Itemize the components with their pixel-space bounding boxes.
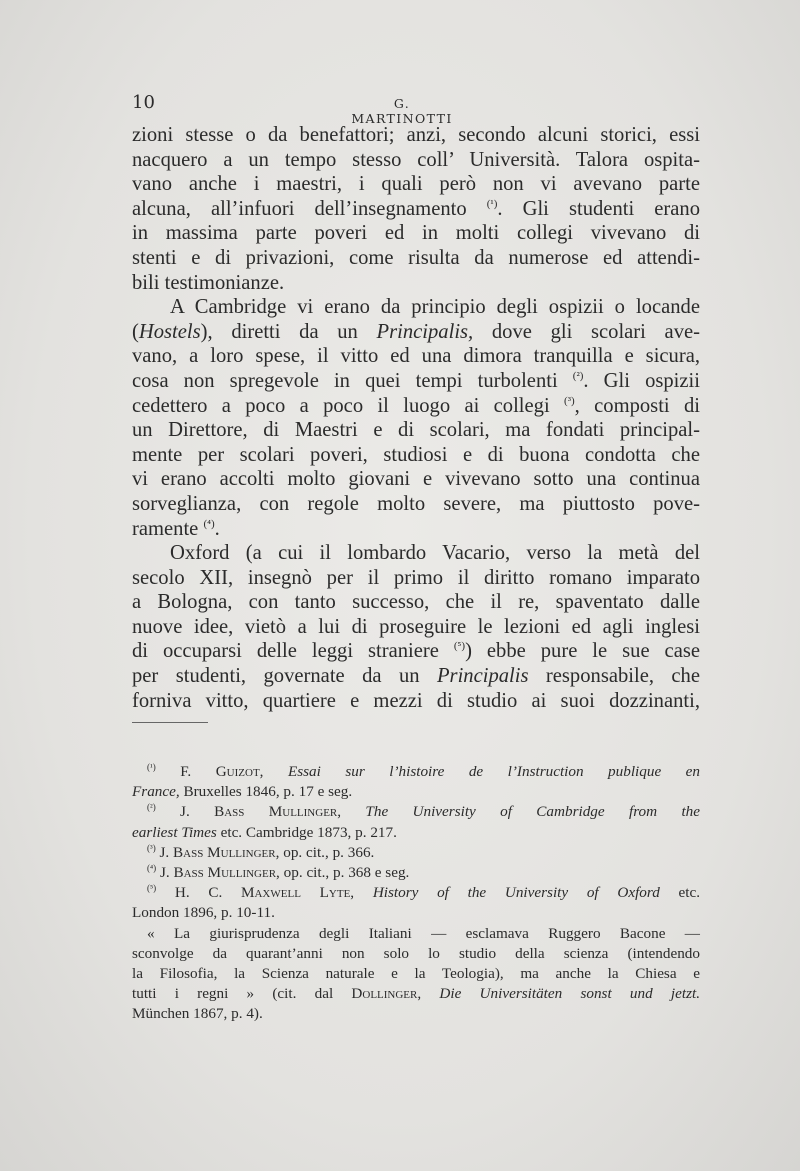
text-line: in massima parte poveri ed in molti collegi vivevano di — [132, 222, 700, 245]
text-line: di occuparsi delle leggi straniere $^{(^5)}$) ebbe pure le sue case — [132, 640, 700, 663]
footnote-4: $^{(^4)}$ J. Bass Mullinger, op. cit., p. 368 e seg. — [147, 862, 410, 881]
footnote-2: $^{(^2)}$ J. Bass Mullinger, The University of Cambridge from the — [147, 802, 701, 821]
text-line: vi erano accolti molto giovani e vivevano sotto una continua — [132, 468, 700, 491]
running-head: G. MARTINOTTI — [351, 96, 453, 126]
footnote-ref: (⁴) — [203, 517, 215, 530]
term-principalis: Principalis — [436, 665, 529, 688]
text-line: ramente $^{(^4)}$. — [132, 517, 220, 540]
footnote-ref: (¹) — [486, 197, 498, 210]
footnote-3: $^{(^3)}$ J. Bass Mullinger, op. cit., p. 366. — [147, 842, 375, 861]
body-text — [132, 123, 700, 713]
term-hostels: Hostels — [138, 320, 201, 343]
quote-line: tutti i regni » (cit. dal Dollinger, Die Universitäten sonst und jetzt. — [132, 985, 701, 1003]
footnote-ref: (²) — [572, 369, 584, 382]
quote-line: sconvolge da quarant’anni non solo lo studio della scienza (intendendo — [132, 944, 700, 962]
text-line: alcuna, all’infuori dell’insegnamento $^{(^1)}$. Gli studenti erano — [132, 197, 700, 220]
footnote-5: $^{(^5)}$ H. C. Maxwell Lyte, History of the University of Oxford etc. — [147, 883, 701, 902]
text-line: sorveglianza, con regole molto severe, ma piuttosto pove- — [132, 492, 700, 515]
text-line: Oxford (a cui il lombardo Vacario, verso la metà del — [170, 542, 700, 565]
text-line: zioni stesse o da benefattori; anzi, secondo alcuni storici, essi — [132, 124, 700, 146]
text-line: cedettero a poco a poco il luogo ai collegi $^{(^3)}$, composti di — [132, 394, 700, 417]
footnote-divider — [132, 722, 208, 723]
page-header — [132, 92, 700, 126]
footnote-ref: (³) — [564, 394, 575, 407]
text-line: (Hostels), diretti da un Principalis, dove gli scolari ave- — [132, 320, 700, 343]
text-line: nuove idee, vietò a lui di proseguire le lezioni ed agli inglesi — [132, 615, 700, 638]
footnote-ref: (⁵) — [453, 640, 466, 653]
term-principalis: Principalis, — [376, 320, 474, 343]
text-line: secolo XII, insegnò per il primo il diritto romano imparato — [132, 566, 700, 589]
quote-line: la Filosofia, la Scienza naturale e la Teologia), ma anche la Chiesa e — [132, 964, 700, 982]
page-number: 10 — [132, 92, 155, 113]
footnote-2-cont: earliest Times etc. Cambridge 1873, p. 217. — [132, 823, 397, 841]
text-line: mente per scolari poveri, studiosi e di buona condotta che — [132, 443, 700, 466]
footnotes — [132, 762, 700, 1024]
text-line: vano anche i maestri, i quali però non vi avevano parte — [132, 173, 700, 196]
quote-line: München 1867, p. 4). — [132, 1005, 263, 1023]
text-line: nacquero a un tempo stesso coll’ Università. Talora ospita- — [132, 148, 700, 171]
text-line: vano, a loro spese, il vitto ed una dimora tranquilla e sicura, — [132, 345, 700, 368]
text-line: a Bologna, con tanto successo, che il re, spaventato dalle — [132, 591, 700, 614]
text-line: cosa non spregevole in quei tempi turbolenti $^{(^2)}$. Gli ospizii — [132, 369, 700, 392]
footnote-1: $^{(^1)}$ F. Guizot, Essai sur l’histoire de l’Instruction publique en — [147, 762, 701, 780]
text-line: A Cambridge vi erano da principio degli ospizii o locande — [170, 296, 700, 319]
footnote-1-cont: France, Bruxelles 1846, p. 17 e seg. — [132, 783, 353, 801]
text-line: per studenti, governate da un Principalis responsabile, che — [132, 665, 700, 688]
text-line: un Direttore, di Maestri e di scolari, ma fondati principal- — [132, 419, 700, 442]
footnote-5-cont: London 1896, p. 10-11. — [132, 904, 275, 922]
text-line: stenti e di privazioni, come risulta da numerose ed attendi- — [132, 246, 700, 269]
quote-line: « La giurisprudenza degli Italiani — esclamava Ruggero Bacone — — [147, 924, 700, 942]
text-line: forniva vitto, quartiere e mezzi di studio ai suoi dozzinanti, — [132, 689, 700, 712]
text-line: bili testimonianze. — [132, 271, 285, 294]
